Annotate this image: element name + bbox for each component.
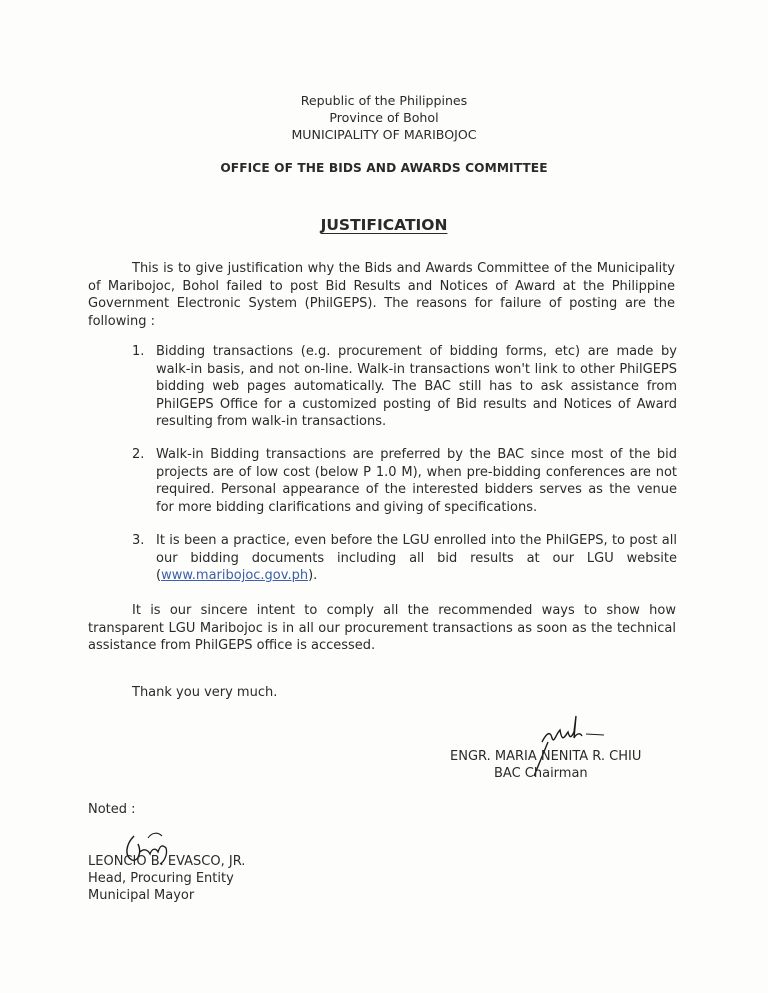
list-item-text: It is been a practice, even before the LGU enrolled into the PhilGEPS, to post all our bidding documents including all bid results at our LGU website bbox=[156, 533, 677, 566]
chairman-position: BAC Chairman bbox=[494, 766, 588, 781]
office-heading: OFFICE OF THE BIDS AND AWARDS COMMITTEE bbox=[220, 161, 548, 175]
header-republic: Republic of the Philippines bbox=[300, 93, 468, 108]
mayor-position-1: Head, Procuring Entity bbox=[88, 871, 234, 886]
list-item-text-wrap bbox=[156, 532, 677, 585]
chairman-name: ENGR. MARIA NENITA R. CHIU bbox=[450, 749, 642, 764]
chairman-signature-block bbox=[450, 748, 641, 782]
intro-paragraph: This is to give justification why the Bids and Awards Committee of the Municipality of Maribojoc, Bohol failed to post Bid Results and Notices of Award at the Philippine Government Electronic System (PhilGEPS). The reasons for failure of posting are the following : bbox=[88, 261, 675, 329]
closing-paragraph: It is our sincere intent to comply all the recommended ways to show how transparent LGU Maribojoc is in all our procurement transactions as soon as the technical assistance from PhilGEPS office is accessed. bbox=[88, 603, 676, 653]
list-item-number: 3. bbox=[132, 533, 145, 548]
mayor-name: LEONCIO B. EVASCO, JR. bbox=[88, 854, 246, 869]
link-close-paren: ). bbox=[308, 568, 318, 583]
document-title bbox=[0, 216, 768, 234]
mayor-signature-block bbox=[88, 853, 245, 904]
thanks-line: Thank you very much. bbox=[132, 685, 278, 700]
list-item-number: 2. bbox=[132, 447, 145, 462]
list-item-number: 1. bbox=[132, 344, 145, 359]
header-municipality: MUNICIPALITY OF MARIBOJOC bbox=[291, 127, 477, 142]
link-open-paren: ( bbox=[156, 568, 162, 583]
title-text: JUSTIFICATION bbox=[320, 216, 448, 234]
noted-label: Noted : bbox=[88, 802, 136, 817]
header-province: Province of Bohol bbox=[329, 110, 439, 125]
list-item-text: Walk-in Bidding transactions are preferred by the BAC since most of the bid projects are of low cost (below P 1.0 M), when pre-bidding conferences are not required. Personal appearance of the interested bidders serves as the venue for more bidding clarifications and giving of specifications. bbox=[156, 447, 677, 515]
list-item-text: Bidding transactions (e.g. procurement of bidding forms, etc) are made by walk-in basis, and not on-line. Walk-in transactions won't link to other PhilGEPS bidding web pages automatically. The BAC still has to ask assistance from PhilGEPS Office for a customized posting of Bid results and Notices of Award resulting from walk-in transactions. bbox=[156, 344, 677, 429]
website-link[interactable]: www.maribojoc.gov.ph bbox=[161, 568, 309, 583]
mayor-position-2: Municipal Mayor bbox=[88, 888, 195, 903]
